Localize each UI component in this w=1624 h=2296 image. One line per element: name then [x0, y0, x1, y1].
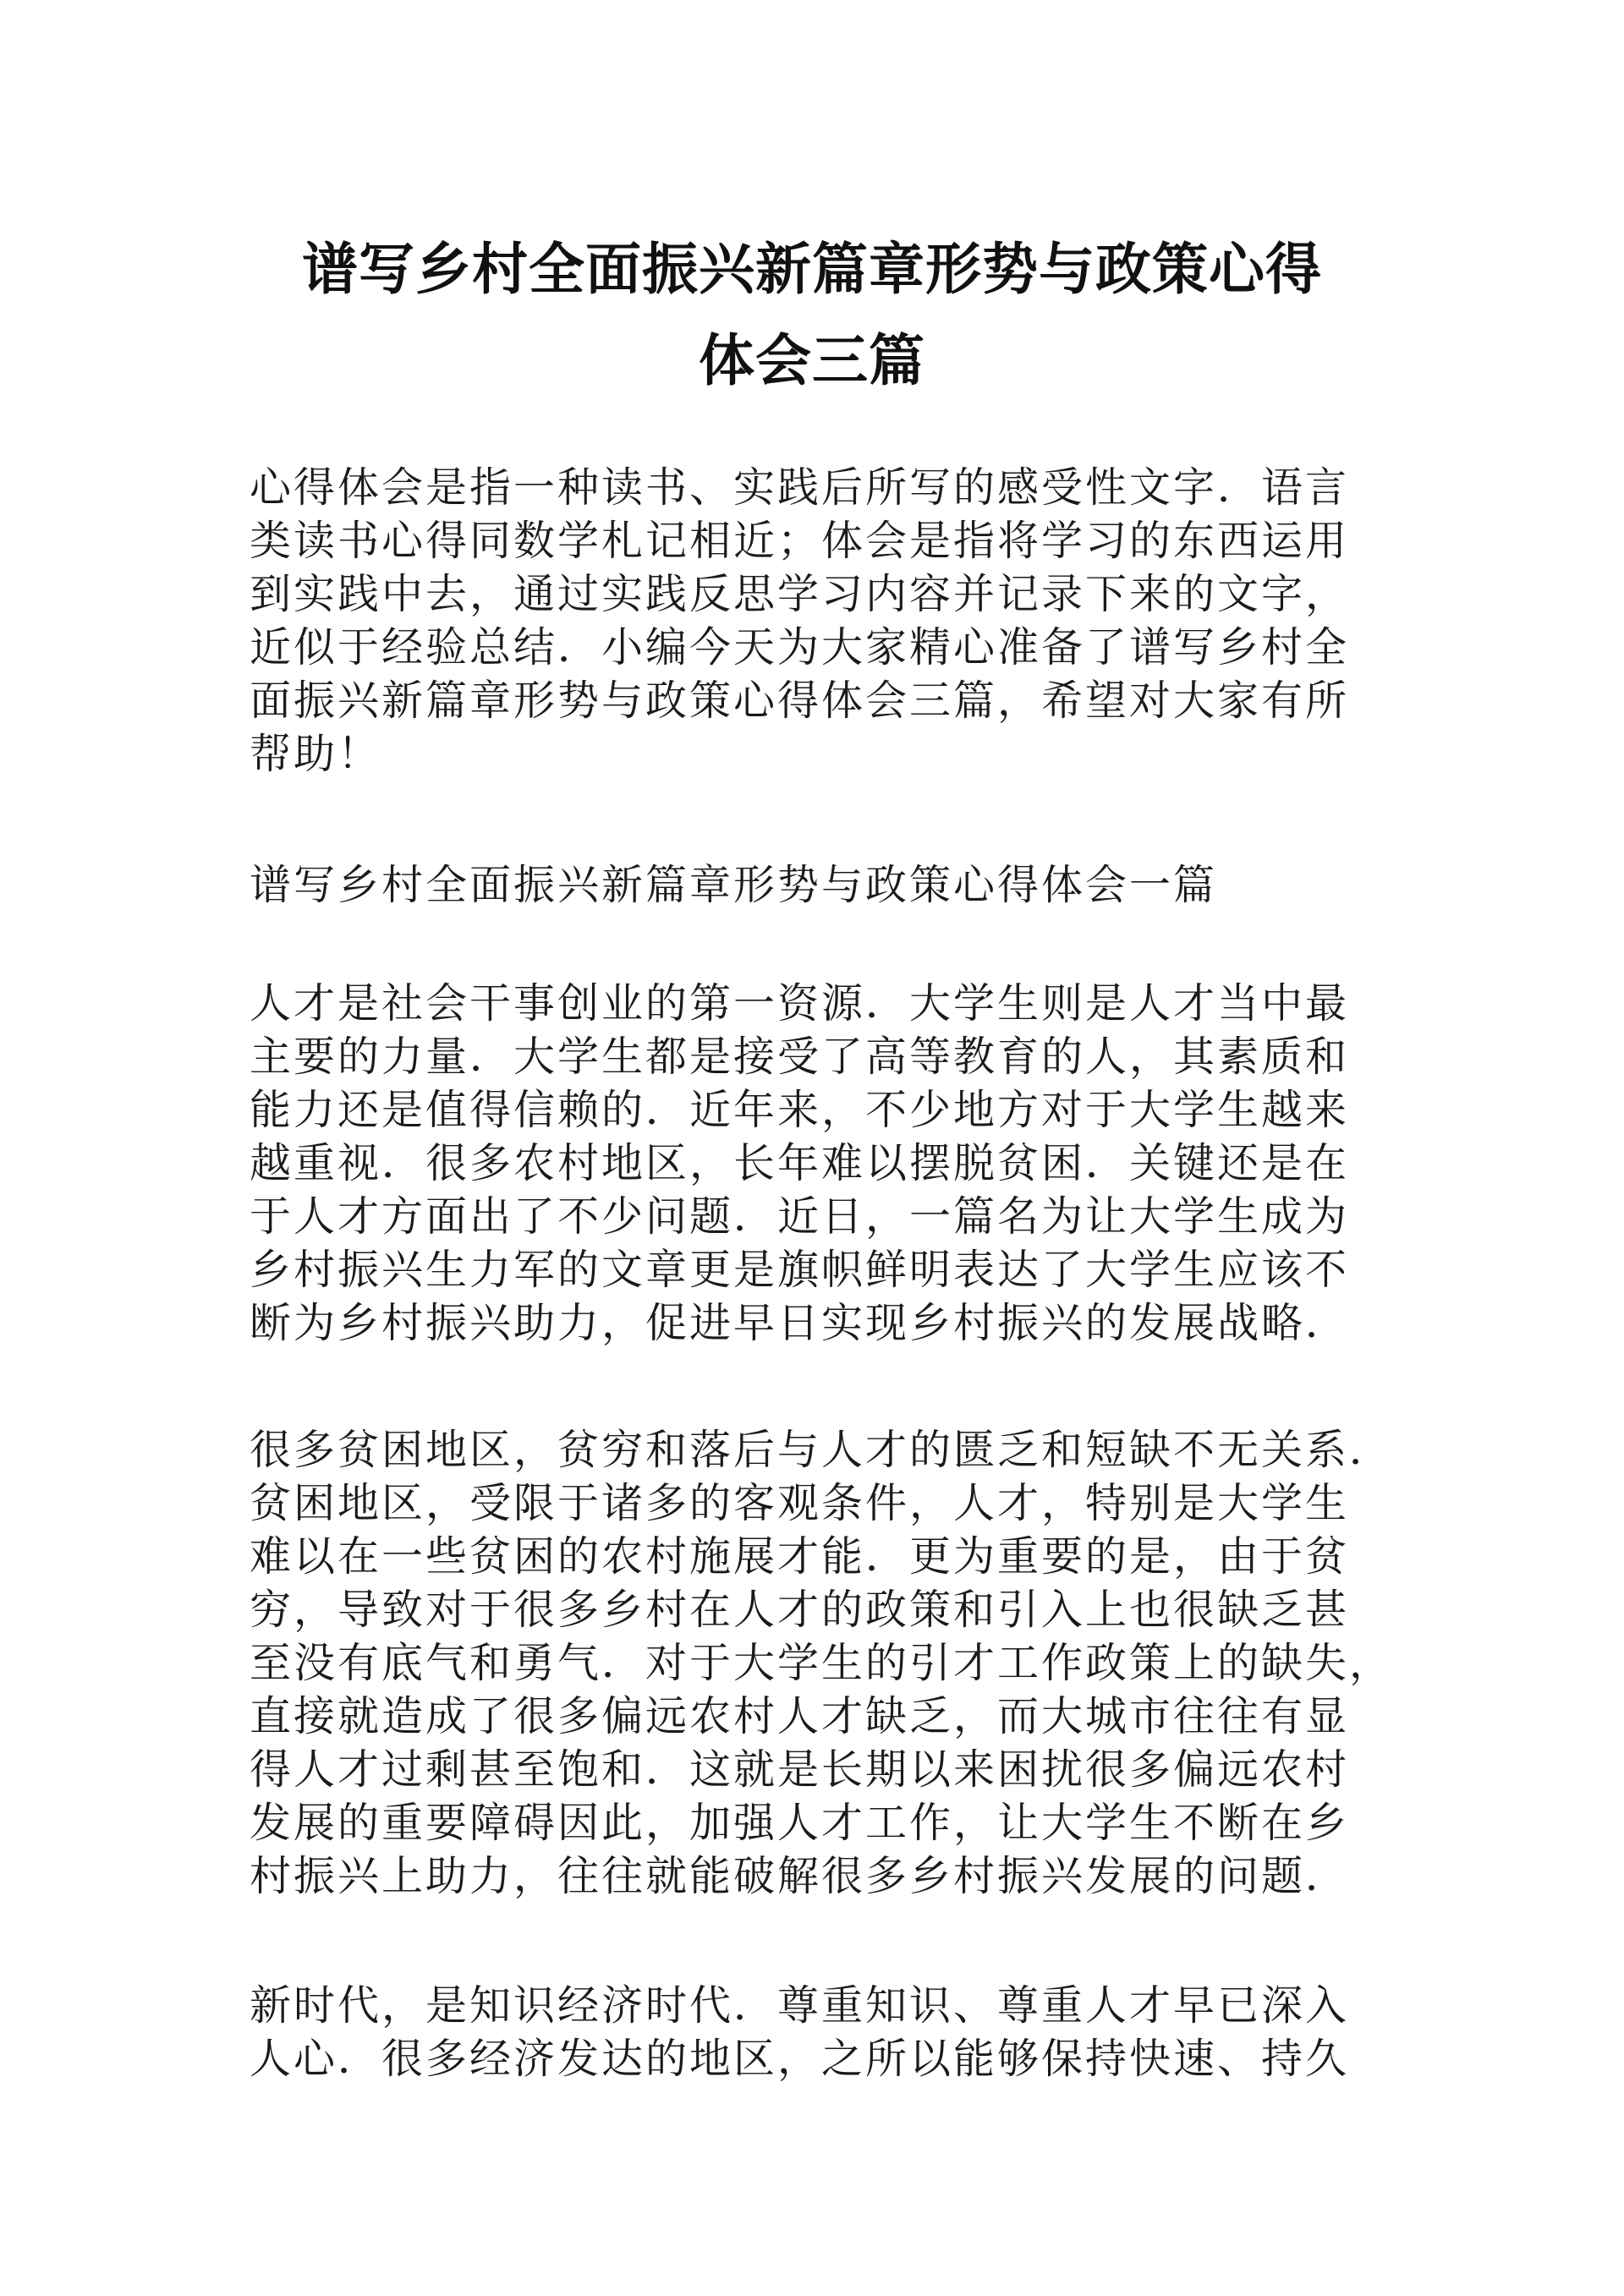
title-line: 体会三篇 [699, 328, 925, 393]
text-line: 主要的力量．大学生都是接受了高等教育的人，其素质和 [250, 1033, 1350, 1081]
body-paragraph [250, 1423, 1394, 1903]
text-line: 能力还是值得信赖的．近年来，不少地方对于大学生越来 [250, 1086, 1350, 1134]
text-line: 直接就造成了很多偏远农村人才缺乏，而大城市往往有显 [250, 1692, 1350, 1740]
text-line: 类读书心得同数学札记相近；体会是指将学习的东西运用 [250, 517, 1350, 565]
text-line: 到实践中去，通过实践反思学习内容并记录下来的文字， [250, 570, 1350, 618]
text-line: 贫困地区，受限于诸多的客观条件，人才，特别是大学生 [250, 1479, 1350, 1527]
section-heading [250, 858, 1374, 912]
text-line: 难以在一些贫困的农村施展才能．更为重要的是，由于贫 [250, 1532, 1350, 1581]
text-line: 乡村振兴生力军的文章更是旗帜鲜明表达了大学生应该不 [250, 1246, 1350, 1294]
text-line: 近似于经验总结．小编今天为大家精心准备了谱写乡村全 [250, 623, 1350, 671]
text-line: 至没有底气和勇气．对于大学生的引才工作政策上的缺失， [250, 1639, 1394, 1687]
text-line: 村振兴上助力，往往就能破解很多乡村振兴发展的问题． [250, 1852, 1350, 1900]
text-line: 越重视．很多农村地区，长年难以摆脱贫困．关键还是在 [250, 1139, 1350, 1187]
text-line: 心得体会是指一种读书、实践后所写的感受性文字．语言 [250, 463, 1350, 512]
text-line: 很多贫困地区，贫穷和落后与人才的匮乏和短缺不无关系． [250, 1426, 1394, 1474]
document-title [220, 224, 1404, 407]
title-line: 谱写乡村全面振兴新篇章形势与政策心得 [302, 237, 1322, 302]
body-paragraph [250, 977, 1374, 1350]
text-line: 人才是社会干事创业的第一资源．大学生则是人才当中最 [250, 979, 1350, 1027]
text-line: 于人才方面出了不少问题．近日，一篇名为让大学生成为 [250, 1192, 1350, 1241]
text-line: 断为乡村振兴助力，促进早日实现乡村振兴的发展战略． [250, 1299, 1350, 1347]
text-line: 帮助！ [250, 730, 382, 778]
text-line: 新时代，是知识经济时代．尊重知识、尊重人才早已深入 [250, 1981, 1350, 2030]
text-line: 谱写乡村全面振兴新篇章形势与政策心得体会一篇 [250, 861, 1218, 909]
text-line: 面振兴新篇章形势与政策心得体会三篇，希望对大家有所 [250, 677, 1350, 725]
intro-paragraph [250, 461, 1374, 781]
text-line: 发展的重要障碍因此，加强人才工作，让大学生不断在乡 [250, 1799, 1350, 1847]
text-line: 穷，导致对于很多乡村在人才的政策和引入上也很缺乏甚 [250, 1586, 1350, 1634]
text-line: 得人才过剩甚至饱和．这就是长期以来困扰很多偏远农村 [250, 1745, 1350, 1794]
body-paragraph [250, 1979, 1374, 2085]
text-line: 人心．很多经济发达的地区，之所以能够保持快速、持久 [250, 2035, 1350, 2083]
